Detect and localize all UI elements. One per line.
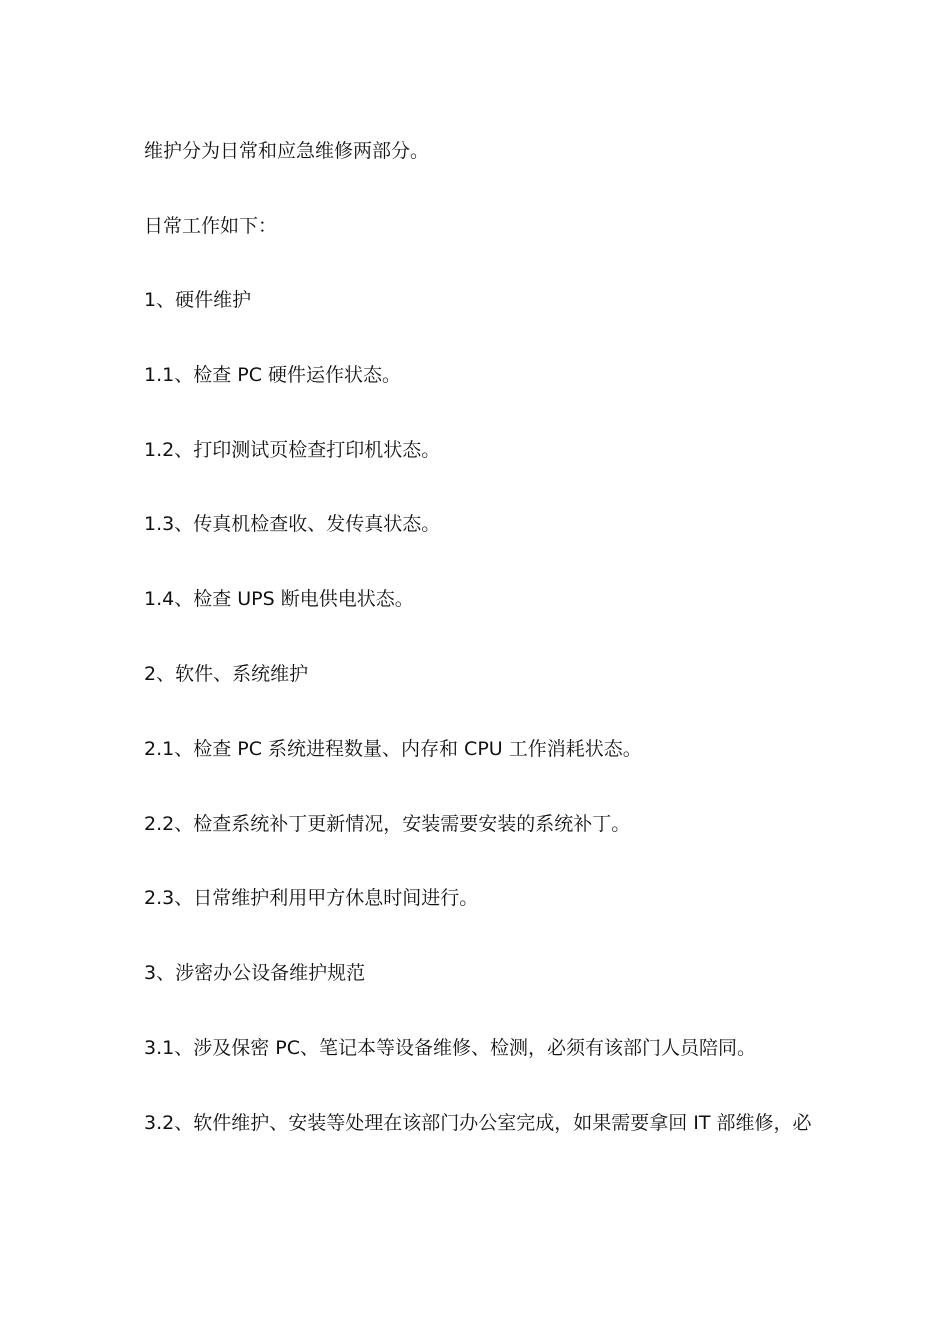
list-item-3-2: 3.2、软件维护、安装等处理在该部门办公室完成，如果需要拿回 IT 部维修，必 bbox=[144, 1112, 812, 1134]
section-heading-software: 2、软件、系统维护 bbox=[144, 663, 309, 685]
list-item-1-4: 1.4、检查 UPS 断电供电状态。 bbox=[144, 588, 414, 610]
list-item-2-2: 2.2、检查系统补丁更新情况，安装需要安装的系统补丁。 bbox=[144, 813, 631, 835]
list-item-3-1: 3.1、涉及保密 PC、笔记本等设备维修、检测，必须有该部门人员陪同。 bbox=[144, 1037, 756, 1059]
section-heading-classified-equipment: 3、涉密办公设备维护规范 bbox=[144, 962, 366, 984]
paragraph-daily-work-heading: 日常工作如下： bbox=[144, 215, 278, 237]
list-item-1-1: 1.1、检查 PC 硬件运作状态。 bbox=[144, 364, 402, 386]
section-heading-hardware: 1、硬件维护 bbox=[144, 289, 252, 311]
list-item-2-1: 2.1、检查 PC 系统进程数量、内存和 CPU 工作消耗状态。 bbox=[144, 738, 642, 760]
list-item-1-3: 1.3、传真机检查收、发传真状态。 bbox=[144, 513, 441, 535]
list-item-1-2: 1.2、打印测试页检查打印机状态。 bbox=[144, 439, 441, 461]
list-item-2-3: 2.3、日常维护利用甲方休息时间进行。 bbox=[144, 887, 479, 909]
paragraph-intro: 维护分为日常和应急维修两部分。 bbox=[144, 140, 430, 162]
